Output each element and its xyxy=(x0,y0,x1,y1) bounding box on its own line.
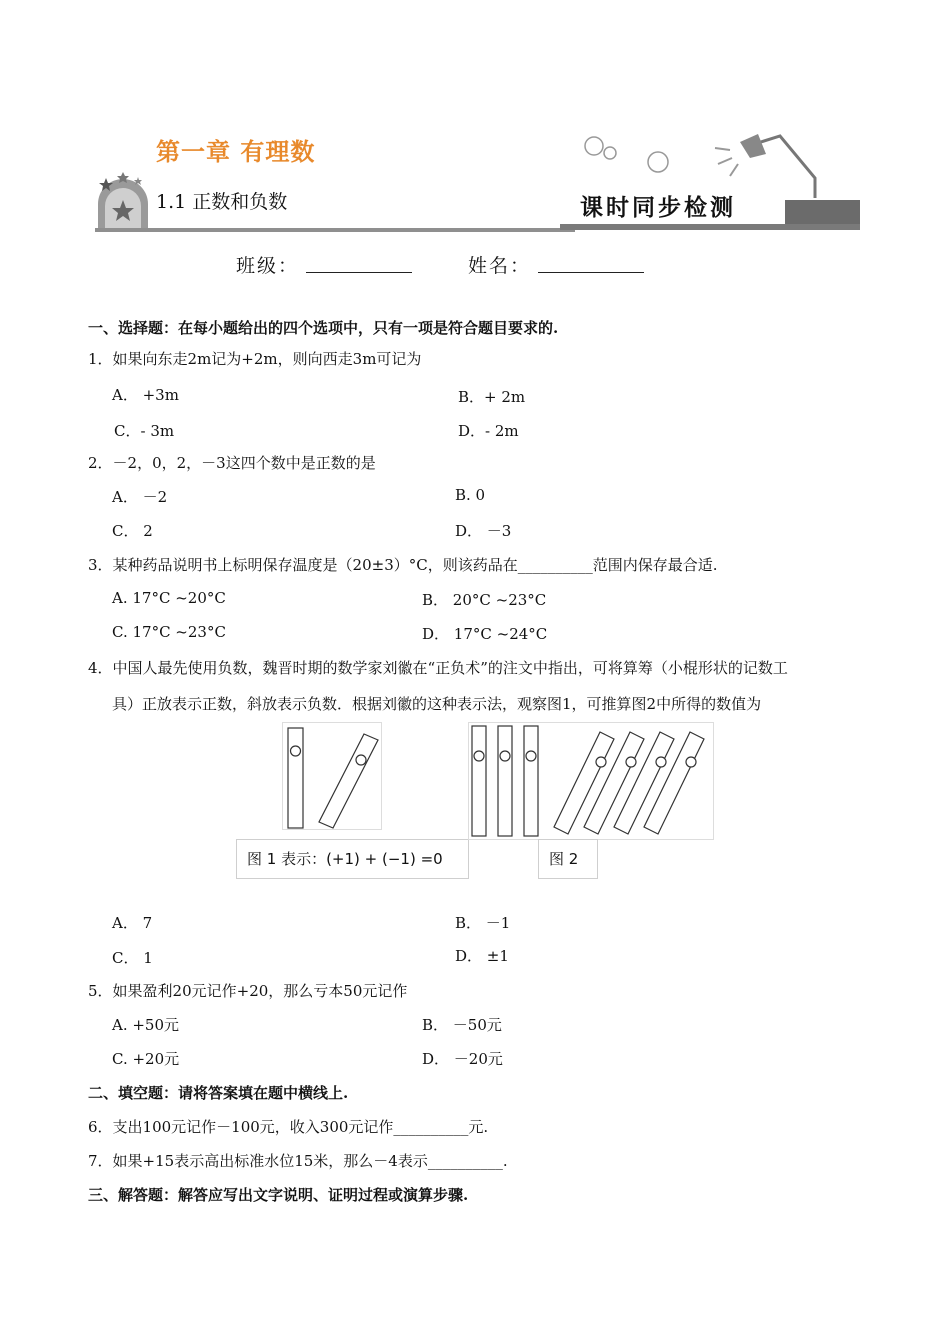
q1-option-c[interactable]: C．- 3m xyxy=(114,422,175,440)
header-decoration xyxy=(92,170,154,232)
question-6: 6．支出100元记作－100元，收入300元记作__________元. xyxy=(88,1118,489,1136)
q5-option-c[interactable]: C. +20元 xyxy=(112,1050,180,1068)
figure-2 xyxy=(468,722,714,840)
q1-option-b[interactable]: B．+ 2m xyxy=(458,388,526,406)
q4-option-d[interactable]: D． ±1 xyxy=(455,947,509,965)
q3-option-b[interactable]: B． 20°C ~23°C xyxy=(422,591,547,609)
q2-option-b[interactable]: B. 0 xyxy=(455,486,486,504)
q5-option-a[interactable]: A. +50元 xyxy=(112,1016,180,1034)
banner-title: 课时同步检测 xyxy=(580,194,736,221)
q3-option-d[interactable]: D． 17°C ~24°C xyxy=(422,625,548,643)
figure-1-caption: 图 1 表示：(+1) + (−1) =0 xyxy=(236,839,469,879)
q3-option-c[interactable]: C. 17°C ~23°C xyxy=(112,623,226,641)
section-answer-heading: 三、解答题：解答应写出文字说明、证明过程或演算步骤. xyxy=(88,1186,469,1204)
name-label: 姓名： xyxy=(468,255,532,277)
q2-option-c[interactable]: C． 2 xyxy=(112,522,153,540)
class-label: 班级： xyxy=(236,255,300,277)
question-2: 2．－2，0，2，－3这四个数中是正数的是 xyxy=(88,454,376,472)
q4-option-b[interactable]: B． －1 xyxy=(455,914,511,932)
fig1-slanted-rod xyxy=(319,734,378,828)
q1-option-a[interactable]: A． +3m xyxy=(112,386,179,404)
class-field[interactable] xyxy=(306,250,412,273)
section-title: 1.1 正数和负数 xyxy=(156,191,288,213)
q2-option-a[interactable]: A． －2 xyxy=(112,488,168,506)
lamp-decoration xyxy=(580,128,820,200)
q4-option-a[interactable]: A． 7 xyxy=(112,914,153,932)
section-choice-heading: 一、选择题：在每小题给出的四个选项中，只有一项是符合题目要求的. xyxy=(88,319,559,337)
q3-option-a[interactable]: A. 17°C ~20°C xyxy=(112,589,226,607)
fig2-upright-rods xyxy=(472,726,538,836)
q4-option-c[interactable]: C． 1 xyxy=(112,949,153,967)
q1-option-d[interactable]: D．- 2m xyxy=(458,422,519,440)
q5-option-b[interactable]: B． －50元 xyxy=(422,1016,502,1034)
q5-option-d[interactable]: D． －20元 xyxy=(422,1050,503,1068)
fig1-upright-rod xyxy=(288,728,303,828)
question-7: 7．如果+15表示高出标准水位15米，那么－4表示__________. xyxy=(88,1152,508,1170)
question-3: 3．某种药品说明书上标明保存温度是（20±3）°C，则该药品在__________范围内保存最合适. xyxy=(88,556,718,574)
header-rule xyxy=(95,228,575,232)
figure-1 xyxy=(282,722,382,830)
question-4-line-1: 4．中国人最先使用负数，魏晋时期的数学家刘徽在“正负术”的注文中指出，可将算筹（小棍形状的记数工 xyxy=(88,659,788,677)
question-5: 5．如果盈利20元记作+20，那么亏本50元记作 xyxy=(88,982,408,1000)
section-fill-heading: 二、填空题：请将答案填在题中横线上. xyxy=(88,1084,349,1102)
question-1: 1．如果向东走2m记为+2m，则向西走3m可记为 xyxy=(88,350,422,368)
fig2-slanted-rods xyxy=(554,732,704,834)
figure-2-caption: 图 2 xyxy=(538,839,598,879)
question-4-line-2: 具）正放表示正数，斜放表示负数．根据刘徽的这种表示法，观察图1，可推算图2中所得的数值为 xyxy=(112,695,762,713)
name-field[interactable] xyxy=(538,250,644,273)
q2-option-d[interactable]: D． －3 xyxy=(455,522,512,540)
chapter-title: 第一章 有理数 xyxy=(156,137,316,166)
